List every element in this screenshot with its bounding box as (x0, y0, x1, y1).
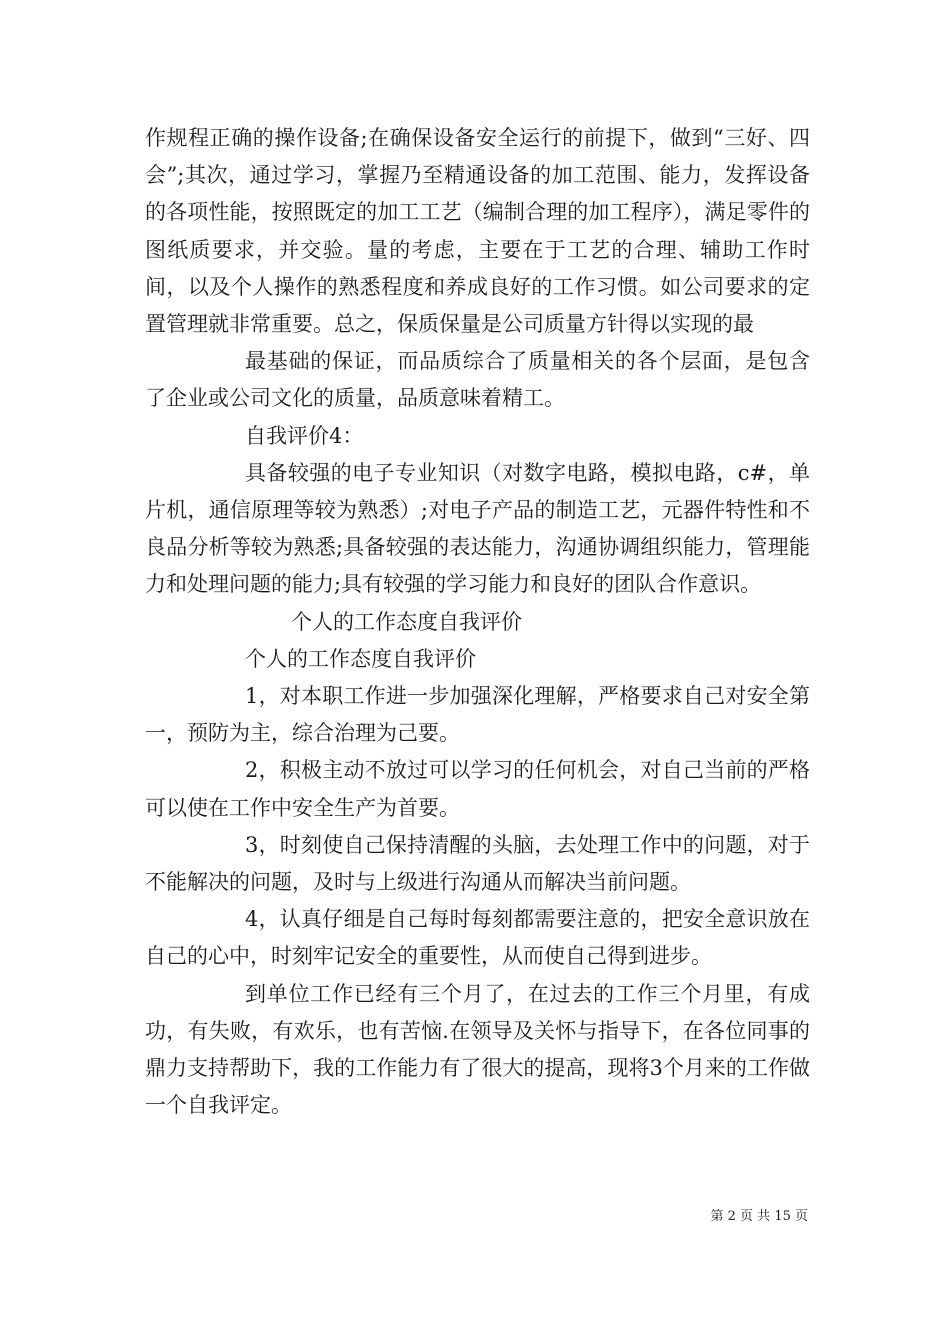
document-body (145, 120, 810, 1124)
paragraph-continued: 作规程正确的操作设备;在确保设备安全运行的前提下，做到“三好、四会”;其次，通过学习，掌握乃至精通设备的加工范围、能力，发挥设备的各项性能，按照既定的加工工艺（编制合理的加工程序），满足零件的图纸质要求，并交验。量的考虑，主要在于工艺的合理、辅助工作时间，以及个人操作的熟悉程度和养成良好的工作习惯。如公司要求的定置管理就非常重要。总之，保质保量是公司质量方针得以实现的最 (145, 126, 810, 337)
list-item-3: 3，时刻使自己保持清醒的头脑，去处理工作中的问题，对于不能解决的问题，及时与上级进行沟通从而解决当前问题。 (145, 832, 810, 895)
section-heading-self-evaluation-4: 自我评价4： (245, 423, 364, 448)
subheading-work-attitude: 个人的工作态度自我评价 (245, 646, 476, 671)
paragraph-electronics-skills: 具备较强的电子专业知识（对数字电路，模拟电路，c#，单片机，通信原理等较为熟悉）;对电子产品的制造工艺，元器件特性和不良品分析等较为熟悉;具备较强的表达能力，沟通协调组织能力，管理能力和处理问题的能力;具有较强的学习能力和良好的团队合作意识。 (145, 460, 810, 597)
document-title: 个人的工作态度自我评价 (291, 609, 522, 634)
page-number-footer: 第 2 页 共 15 页 (710, 1209, 808, 1224)
paragraph-quality-basis: 最基础的保证，而品质综合了质量相关的各个层面，是包含了企业或公司文化的质量，品质意味着精工。 (145, 349, 810, 411)
list-item-4: 4，认真仔细是自己每时每刻都需要注意的，把安全意识放在自己的心中，时刻牢记安全的重要性，从而使自己得到进步。 (145, 907, 810, 969)
paragraph-three-months-summary: 到单位工作已经有三个月了，在过去的工作三个月里，有成功，有失败，有欢乐，也有苦恼.在领导及关怀与指导下，在各位同事的鼎力支持帮助下，我的工作能力有了很大的提高，现将3个月来的工作做一个自我评定。 (145, 981, 810, 1118)
list-item-2: 2，积极主动不放过可以学习的任何机会，对自己当前的严格可以使在工作中安全生产为首要。 (145, 758, 810, 820)
list-item-1: 1，对本职工作进一步加强深化理解，严格要求自己对安全第一，预防为主，综合治理为己要。 (145, 684, 810, 746)
